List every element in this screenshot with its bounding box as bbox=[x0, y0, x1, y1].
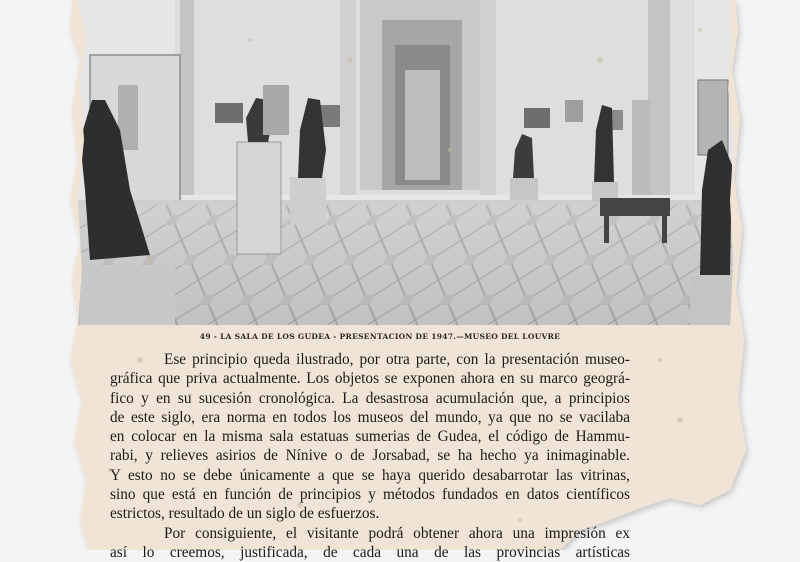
text-line: Y esto no se debe únicamente a que se haya querido desabarrotar las vitrinas, bbox=[110, 466, 630, 484]
text-line: así lo creemos, justificada, de cada una de las provincias artísticas bbox=[110, 543, 630, 561]
photo-caption: 49 - LA SALA DE LOS GUDEA - PRESENTACION DE 1947.—MUSEO DEL LOUVRE bbox=[199, 332, 561, 341]
text-line: fico y en su sucesión cronológica. La desastrosa acumulación que, a principios bbox=[110, 389, 630, 407]
text-line: Ese principio queda ilustrado, por otra parte, con la presentación museo- bbox=[164, 351, 630, 368]
text-line: sino que está en función de principios y métodos fundados en datos científicos bbox=[110, 486, 630, 504]
body-text bbox=[110, 350, 630, 562]
text-line: estrictos, resultado de un siglo de esfuerzos. bbox=[110, 505, 380, 523]
text-line: rabi, y relieves asirios de Nínive o de Jorsabad, se ha hecho ya inimaginable. bbox=[110, 447, 630, 465]
text-line: Por consiguiente, el visitante podrá obtener ahora una impresión ex bbox=[164, 524, 630, 542]
text-line: gráfica que priva actualmente. Los objetos se exponen ahora en su marco geográ- bbox=[110, 370, 630, 388]
text-line: en colocar en la misma sala estatuas sumerias de Gudea, el código de Hammu- bbox=[110, 428, 630, 446]
text-line: de este siglo, era norma en todos los museos del mundo, ya que no se vacilaba bbox=[110, 408, 630, 426]
museum-hall-photo bbox=[70, 0, 740, 330]
